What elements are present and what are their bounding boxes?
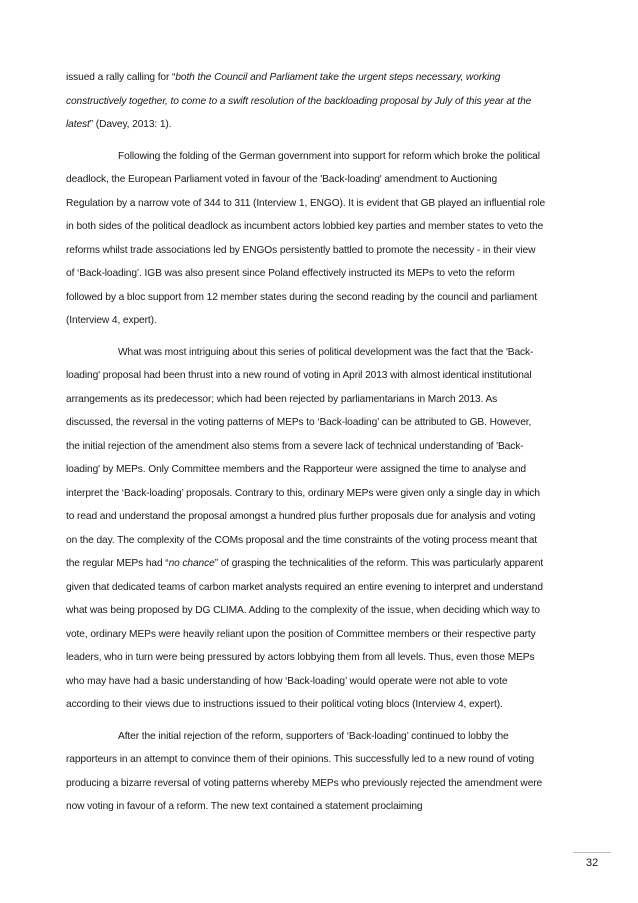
text-run: ” (Davey, 2013: 1).: [89, 119, 172, 130]
text-run: Following the folding of the German government into support for reform which broke the political deadlock, the European Parliament voted in favour of the 'Back-loading' amendment to Auctioning Regulation by a narrow vote of 344 to 311 (Interview 1, ENGO). It is evident that GB played an influential role in both sides of the political deadlock as incumbent actors lobbied key parties and member states to veto the reforms whilst trade associations led by ENGOs persistently battled to promote the necessity - in their view of ‘Back-loading’. IGB was also present since Poland effectively instructed its MEPs to veto the reform followed by a bloc support from 12 member states during the second reading by the council and parliament (Interview 4, expert).: [66, 150, 546, 326]
paragraph-4: [66, 725, 546, 819]
text-run: After the initial rejection of the reform, supporters of ‘Back-loading’ continued to lobby the rapporteurs in an attempt to convince them of their opinions. This successfully led to a new round of voting producing a bizarre reversal of voting patterns whereby MEPs who previously rejected the amendment were now voting in favour of a reform. The new text contained a statement proclaiming: [66, 730, 543, 812]
text-run: ” of grasping the technicalities of the reform. This was particularly apparent given that dedicated teams of carbon market analysts required an entire evening to interpret and understand what was being proposed by DG CLIMA. Adding to the complexity of the issue, when deciding which way to vote, ordinary MEPs were heavily reliant upon the position of Committee members or their respective party leaders, who in turn were being pressured by actors lobbying them from all levels. Thus, even those MEPs who may have had a basic understanding of how ‘Back-loading’ would operate were not able to vote according to their views due to instructions issued to their political voting blocs (Interview 4, expert).: [66, 558, 544, 710]
quote-italic: both the Council and Parliament take the urgent steps necessary, working constructively together, to come to a swift resolution of the backloading proposal by July of this year at the latest: [66, 72, 532, 130]
quote-italic: no chance: [168, 558, 215, 569]
paragraph-1: [66, 66, 546, 137]
text-run: issued a rally calling for “: [66, 72, 176, 83]
document-body: [66, 66, 546, 827]
page-number: 32: [586, 857, 599, 869]
footer-rule: [573, 852, 611, 853]
paragraph-2: [66, 145, 546, 333]
text-run: What was most intriguing about this series of political development was the fact that the 'Back-loading' proposal had been thrust into a new round of voting in April 2013 with almost identical institutional arrangements as its predecessor; which had been rejected by parliamentarians in March 2013. As discussed, the reversal in the voting patterns of MEPs to ‘Back-loading’ can be attributed to GB. However, the initial rejection of the amendment also stems from a severe lack of technical understanding of 'Back-loading' by MEPs. Only Committee members and the Rapporteur were assigned the time to analyse and interpret the ‘Back-loading’ proposals. Contrary to this, ordinary MEPs were given only a single day in which to read and understand the proposal amongst a hundred plus further proposals due for analysis and voting on the day. The complexity of the COMs proposal and the time constraints of the voting process meant that the regular MEPs had “: [66, 346, 540, 569]
paragraph-3: [66, 341, 546, 717]
